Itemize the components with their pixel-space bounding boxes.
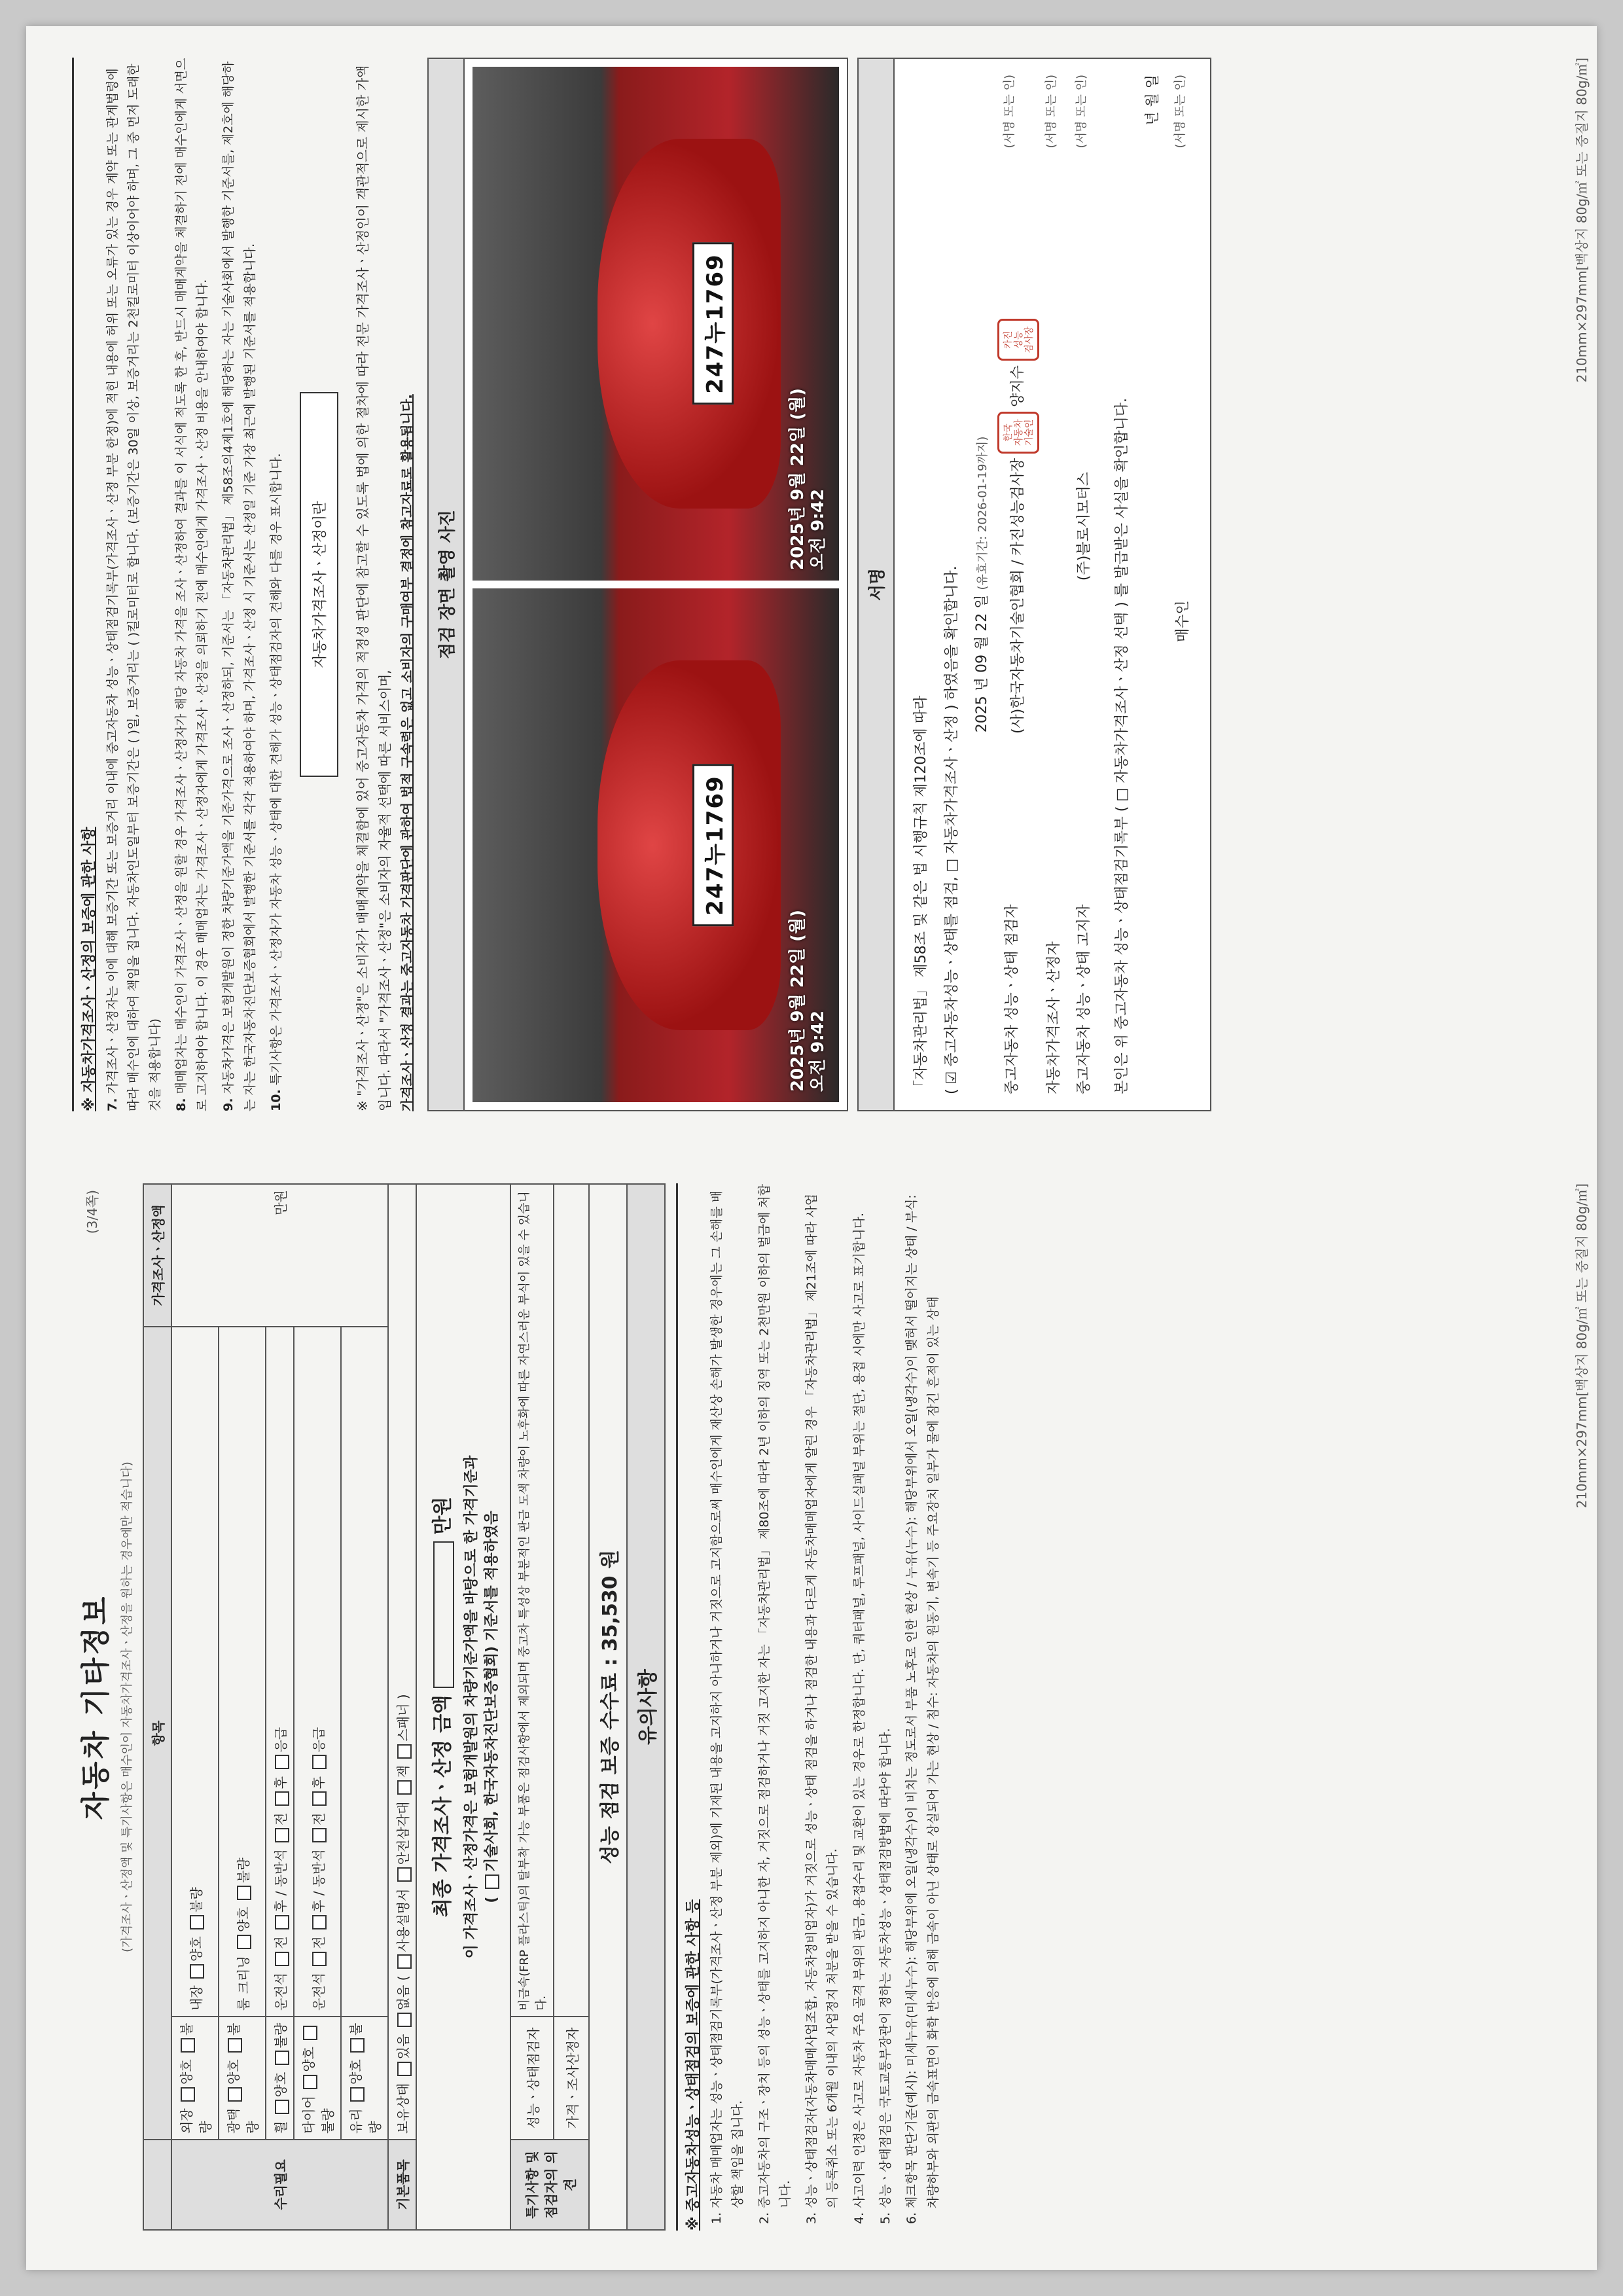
sign-body bbox=[895, 58, 1211, 1111]
special-text: 비금속(FRP 플라스틱)의 탈부착 가능 부품은 점검사항에서 제외되며 중고차 특성상 부분적인 판금 도색 차량이 노후화에 따른 자연스러운 부식이 있을 수 있습니다. bbox=[510, 1184, 554, 2017]
notice-head: ※ 자동차가격조사ㆍ산정의 보증에 관한 사항 bbox=[72, 58, 102, 1111]
buyer-row: 매수인 (서명 또는 인) bbox=[1173, 75, 1191, 643]
price-box: 자동차가격조사ㆍ산정이란 bbox=[300, 392, 338, 777]
inspector-seal: 한국 자동차 기술인 bbox=[997, 412, 1039, 454]
notice-item: 7. 가격조사ㆍ산정자는 이에 대해 보증기간 또는 보증거리 이내에 중고자동차 성능ㆍ상태점검기록부(가격조사ㆍ산정 부분 한정)에 적힌 내용에 허위 또는 오류가 있는 경우 계약 또는 관계법령에 따라 매수인에 대하여 책임을 집니다. 자동차인도일부터 보증기간은 ( )일, 보증거리는 ( )킬로미터로 합니다. (보증기간은 30일 이상, 보증거리는 2천킬로미터 이상이어야 하며, 그 중 먼저 도래한 것을 적용합니다) bbox=[105, 63, 162, 1111]
notice-item: 5. 성능ㆍ상태점검은 국토교통부장관이 정하는 자동차성능ㆍ상태점검방법에 따라야 합니다. bbox=[875, 1183, 896, 2208]
repair-row: 내장 양호 불량 bbox=[171, 1327, 219, 2017]
rotated-page bbox=[26, 26, 1597, 2270]
notice-list bbox=[102, 58, 287, 1111]
final-amount-label: 최종 가격조사ㆍ산정 금액 bbox=[431, 1695, 454, 1918]
right-page bbox=[72, 58, 1590, 1111]
footer: 210mm×297mm[백상지 80g/㎡ 또는 중질지 80g/㎡] bbox=[1574, 58, 1590, 383]
repair-row: 휠 양호 불량 bbox=[266, 2017, 294, 2140]
appraiser-row: 자동차가격조사ㆍ산정자 (서명 또는 인) bbox=[1044, 75, 1062, 1094]
photo-timestamp: 2025년 9월 22일 (월) 오전 9:42 bbox=[788, 909, 829, 1092]
buyer-statement: 본인은 위 중고자동차 성능ㆍ상태점검기록부 ( □ 자동차가격조사ㆍ산정 선택 ) 를 발급받은 사실을 확인합니다. bbox=[1114, 398, 1131, 1094]
photo-timestamp: 2025년 9월 22일 (월) 오전 9:42 bbox=[788, 387, 829, 570]
notice-item: 6. 체크항목 판단기준(예시): 미세누유(미세누수): 해당부위에 오일(냉각수)이 비치는 정도로서 부품 노후로 인한 현상 / 누유(누수): 해당부위에서 오일(냉각수)이 맺혀서 떨어지는 상태 / 부식: 차량하부와 외판의 금속표면이 화학 반응에 의해 금속이 아닌 상태로 상실되어 가는 현상 / 침수: 자동차의 원동기, 변속기 등 주요장치 일부가 물에 잠긴 흔적이 있는 상태 bbox=[901, 1183, 944, 2208]
repair-row: 운전석 전 후 / 동반석 전 후 응급 bbox=[294, 1327, 341, 2017]
car-image bbox=[597, 139, 781, 509]
inspector-seal-2: 카진 성능 검사장 bbox=[997, 319, 1039, 361]
repair-row: 유리 양호 불량 bbox=[341, 2017, 388, 2140]
notice-head: ※ 중고자동차성능ㆍ상태점검의 보증에 관한 사항 등 bbox=[676, 1183, 706, 2231]
notice-item: 8. 매매업자는 매수인이 가격조사ㆍ산정을 원할 경우 가격조사ㆍ산정자가 해당 자동차 가격을 조사ㆍ산정하여 결과를 이 서식에 적도록 한 후, 반드시 매매계약을 체결하기 전에 매수인에게 서면으로 고지하여야 합니다. 이 경우 매매업자는 가격조사ㆍ산정자에게 가격조사ㆍ산정을 의뢰하기 전에 매수인에게 가격조사ㆍ산정 비용을 안내하여야 합니다. bbox=[173, 58, 210, 1111]
page-subtitle: (가격조사ㆍ산정액 및 특기사항은 매수인이 자동차가격조사ㆍ산정을 원하는 경우에만 적습니다) bbox=[120, 1462, 134, 1952]
notice-item: 3. 성능ㆍ상태점검자(자동차매매사업조합, 자동차정비업자)가 거짓으로 성능ㆍ상태 점검을 하거나 점검한 내용과 다르게 자동차매매업자에게 알린 경우 「자동차관리법」 제21조에 따라 사업의 등록취소 또는 6개월 이내의 사업정지 처분을 받을 수 있습니다. bbox=[801, 1183, 844, 2208]
final-note: 이 가격조사ㆍ산정가격은 보험개발원의 차량기준가액을 바탕으로 한 가격기준과 ( 기술사회, 한국자동차진단보증협회) 기준서를 적용하였음 bbox=[463, 1455, 500, 1959]
header-blank bbox=[143, 2140, 171, 2230]
notice-title: 유의사항 bbox=[627, 1184, 665, 2230]
special-sub1: 성능ㆍ상태점검자 bbox=[510, 2017, 554, 2140]
repair-label: 수리필요 bbox=[171, 2140, 388, 2230]
inspection-photo bbox=[473, 67, 839, 581]
photos bbox=[465, 58, 848, 1111]
special-label: 특기사항 및 점검자의 의견 bbox=[510, 2140, 589, 2230]
sign-options: ( ☑ 중고자동차성능ㆍ상태를 점검, □ 자동차가격조사ㆍ산정 ) 하였음을 확인합니다. bbox=[943, 565, 960, 1094]
price-box-note: ※ "가격조사ㆍ산정"은 소비자가 매매계약을 체결함에 있어 중고자동차 가격의 적정성 판단에 참고할 수 있도록 법에 의한 절차에 따라 전문 가격조사ㆍ산정인이 객관적으로 제시한 가액입니다. 따라서 "가격조사ㆍ산정"은 소비자의 자율적 선택에 따른 서비스이며, 가격조사ㆍ산정 결과는 중고자동차 가격판단에 관하여 법적 구속력은 없고 소비자의 구매여부 결정에 참고자료로 활용됩니다. bbox=[355, 65, 416, 1111]
notice-item: 9. 자동차가격은 보험개발원이 정한 차량기준가액을 기준가격으로 조사ㆍ산정하되, 기준서는 「자동차관리법」 제58조의4제1호에 해당하는 자는 기술사회에서 발행한 기준서를, 제2호에 해당하는 자는 한국자동차진단보증협회에서 발행한 기준서를 각각 적용하여야 하며, 가격조사ㆍ산정 시 기준서는 산정일 기준 가장 최근에 발행된 기준서를 적용합니다. bbox=[221, 61, 257, 1111]
buyer-date: 년 월 일 bbox=[1144, 75, 1161, 126]
repair-row: 타이어 양호 불량 bbox=[294, 2017, 341, 2140]
header-item: 항목 bbox=[143, 1327, 171, 2140]
inspection-photo bbox=[473, 588, 839, 1102]
license-plate: 247누1769 bbox=[692, 242, 734, 404]
repair-row bbox=[341, 1327, 388, 2017]
repair-unit: 만원 bbox=[171, 1184, 388, 1327]
sign-law: 「자동차관리법」 제58조 및 같은 법 시행규칙 제120조에 따라 bbox=[913, 695, 930, 1094]
notice-item: 2. 중고자동차의 구조ㆍ장치 등의 성능ㆍ상태를 고지하지 아니한 자, 거짓으로 점검하거나 거짓 고지한 자는 「자동차관리법」 제80조에 따라 2년 이하의 징역 또는 2천만원 이하의 벌금에 처합니다. bbox=[754, 1183, 796, 2208]
repair-row: 외장 양호 불량 bbox=[171, 2017, 219, 2140]
sign-date-line: 2025 년 09 월 22 일 (유효기간: 2026-01-19까지) bbox=[973, 436, 990, 733]
car-image bbox=[597, 660, 781, 1030]
notice-item: 10. 특기사항은 가격조사ㆍ산정자가 자동차 성능ㆍ상태에 대한 견해가 성능ㆍ상태점검자의 견해와 다를 경우 표시합니다. bbox=[269, 453, 284, 1111]
repair-table bbox=[143, 1183, 666, 2231]
sign-title: 서명 bbox=[857, 58, 895, 1111]
notice-list bbox=[706, 1183, 944, 2231]
basic-items-label: 기본품목 bbox=[388, 2140, 416, 2230]
special-sub2: 가격ㆍ조사산정자 bbox=[554, 2017, 589, 2140]
scanned-document bbox=[26, 26, 1597, 2270]
final-amount-cell: 최종 가격조사ㆍ산정 금액 만원 이 가격조사ㆍ산정가격은 보험개발원의 차량기준가액을 바탕으로 한 가격기준과 ( 기술사회, 한국자동차진단보증협회) 기준서를 적용하였음 bbox=[416, 1184, 510, 2230]
license-plate: 247누1769 bbox=[692, 764, 734, 926]
basic-items-row: 보유상태 있음 없음 ( 사용설명서 안전삼각대 잭 스패너 ) bbox=[388, 1184, 416, 2140]
notice-item: 1. 자동차 매매업자는 성능ㆍ상태점검기록부(가격조사ㆍ산정 부분 제외)에 기재된 내용을 고지하지 아니하거나 거짓으로 고지함으로써 매수인에게 재산상 손해가 발생한 경우에는 그 손해를 배상할 책임을 집니다. bbox=[706, 1183, 749, 2208]
header-price: 가격조사ㆍ산정액 bbox=[143, 1184, 171, 1327]
special-text-2 bbox=[554, 1184, 589, 2017]
repair-row: 룸 크리닝 양호 불량 bbox=[219, 1327, 266, 2017]
left-page bbox=[72, 1183, 1590, 2231]
notice-item: 4. 사고이력 인정은 사고로 자동차 주요 골격 부위의 판금, 용접수리 및 교환이 있는 경우로 한정합니다. 단, 쿼터패널, 루프패널, 사이드실패널 부위는 절단, 용접 시에만 사고로 표기합니다. bbox=[849, 1183, 870, 2208]
footer: 210mm×297mm[백상지 80g/㎡ 또는 중질지 80g/㎡] bbox=[1574, 1183, 1590, 1509]
fee: 성능 점검 보증 수수료 : 35,530 원 bbox=[589, 1184, 627, 2230]
notifier-row: 중고자동차 성능ㆍ상태 고지자 (주)블로시모터스 (서명 또는 인) bbox=[1075, 75, 1093, 1094]
page-number: (3/4쪽) bbox=[84, 1190, 100, 1234]
repair-row: 광택 양호 불량 bbox=[219, 2017, 266, 2140]
inspector-row: 중고자동차 성능ㆍ상태 점검자 (사)한국자동차기술인협회 / 카진성능검사장 한국 자동차 기술인 양지수 카진 성능 검사장 (서명 또는 인) bbox=[997, 75, 1039, 1094]
page-title: 자동차 기타정보 bbox=[79, 1594, 113, 1820]
photos-title: 점검 장면 촬영 사진 bbox=[427, 58, 465, 1111]
repair-row: 운전석 전 후 / 동반석 전 후 응급 bbox=[266, 1327, 294, 2017]
